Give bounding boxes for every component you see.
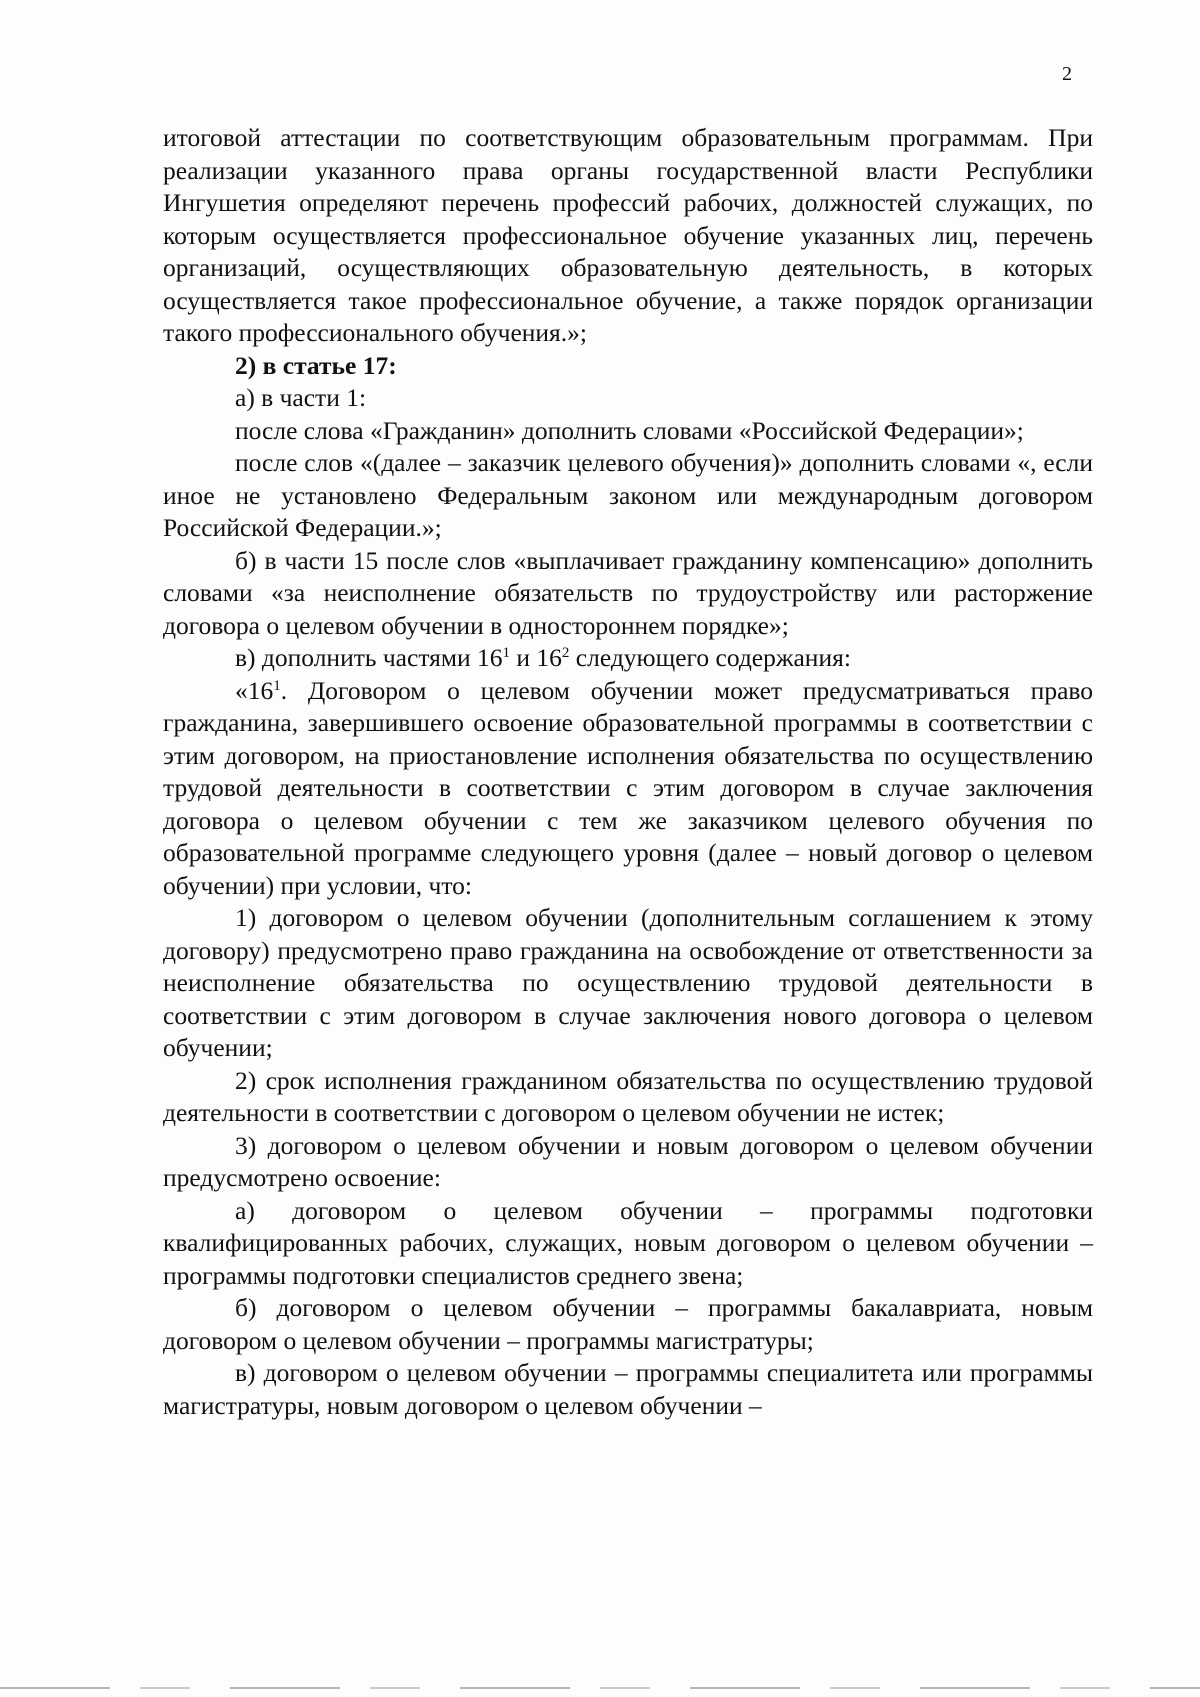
page-number: 2 bbox=[1062, 63, 1072, 85]
superscript: 1 bbox=[502, 645, 511, 661]
paragraph: итоговой аттестации по соответствующим образовательным программам. При реализации указанного права органы государственной власти Республики Ингушетия определяют перечень профессий рабочих, должностей служащих, по которым осуществляется профессиональное обучение указанных лиц, перечень организаций, осуществляющих образовательную деятельность, в которых осуществляется такое профессиональное обучение, а также порядок организации такого профессионального обучения.»; bbox=[163, 123, 1093, 347]
document-body bbox=[163, 122, 1093, 1422]
paragraph: в) договором о целевом обучении – программы специалитета или программы магистратуры, новым договором о целевом обучении – bbox=[163, 1358, 1093, 1420]
paragraph: а) в части 1: bbox=[235, 383, 367, 412]
scan-edge-line bbox=[0, 1687, 1200, 1689]
text-run: «16 bbox=[235, 675, 274, 705]
section-heading: 2) в статье 17: bbox=[235, 350, 397, 380]
paragraph: после слова «Гражданин» дополнить словами «Российской Федерации»; bbox=[235, 415, 1024, 445]
text-run: в) дополнить частями 16 bbox=[235, 643, 503, 672]
text-run: следующего содержания: bbox=[569, 643, 851, 672]
paragraph: а) договором о целевом обучении – программы подготовки квалифицированных рабочих, служащих, новым договором о целевом обучении – программы подготовки специалистов среднего звена; bbox=[163, 1195, 1093, 1290]
text-run: и 16 bbox=[510, 643, 562, 672]
paragraph: 2) срок исполнения гражданином обязательства по осуществлению трудовой деятельности в соответствии с договором о целевом обучении не истек; bbox=[163, 1065, 1093, 1127]
paragraph-with-superscripts bbox=[163, 642, 1093, 675]
paragraph: 1) договором о целевом обучении (дополнительным соглашением к этому договору) предусмотрено право гражданина на освобождение от ответственности за неисполнение обязательства по осуществлению трудовой деятельности в соответствии с этим договором в случае заключения нового договора о целевом обучении; bbox=[163, 903, 1093, 1062]
paragraph: б) договором о целевом обучении – программы бакалавриата, новым договором о целевом обучении – программы магистратуры; bbox=[163, 1293, 1093, 1355]
paragraph: после слов «(далее – заказчик целевого обучения)» дополнить словами «, если иное не установлено Федеральным законом или международным договором Российской Федерации.»; bbox=[163, 448, 1093, 542]
paragraph: 3) договором о целевом обучении и новым договором о целевом обучении предусмотрено освоение: bbox=[163, 1130, 1093, 1192]
superscript: 2 bbox=[561, 645, 570, 661]
paragraph-with-superscript bbox=[163, 675, 1093, 903]
superscript: 1 bbox=[273, 677, 281, 694]
paragraph: б) в части 15 после слов «выплачивает гражданину компенсацию» дополнить словами «за неисполнение обязательств по трудоустройству или расторжение договора о целевом обучении в одностороннем порядке»; bbox=[163, 545, 1093, 640]
text-run: . Договором о целевом обучении может предусматриваться право гражданина, завершившего освоение образовательной программы в соответствии с этим договором, на приостановление исполнения обязательства по осуществлению трудовой деятельности в соответствии с этим договором в случае заключения договора о целевом обучении с тем же заказчиком целевого обучения по образовательной программе следующего уровня (далее – новый договор о целевом обучении) при условии, что: bbox=[163, 675, 1093, 900]
